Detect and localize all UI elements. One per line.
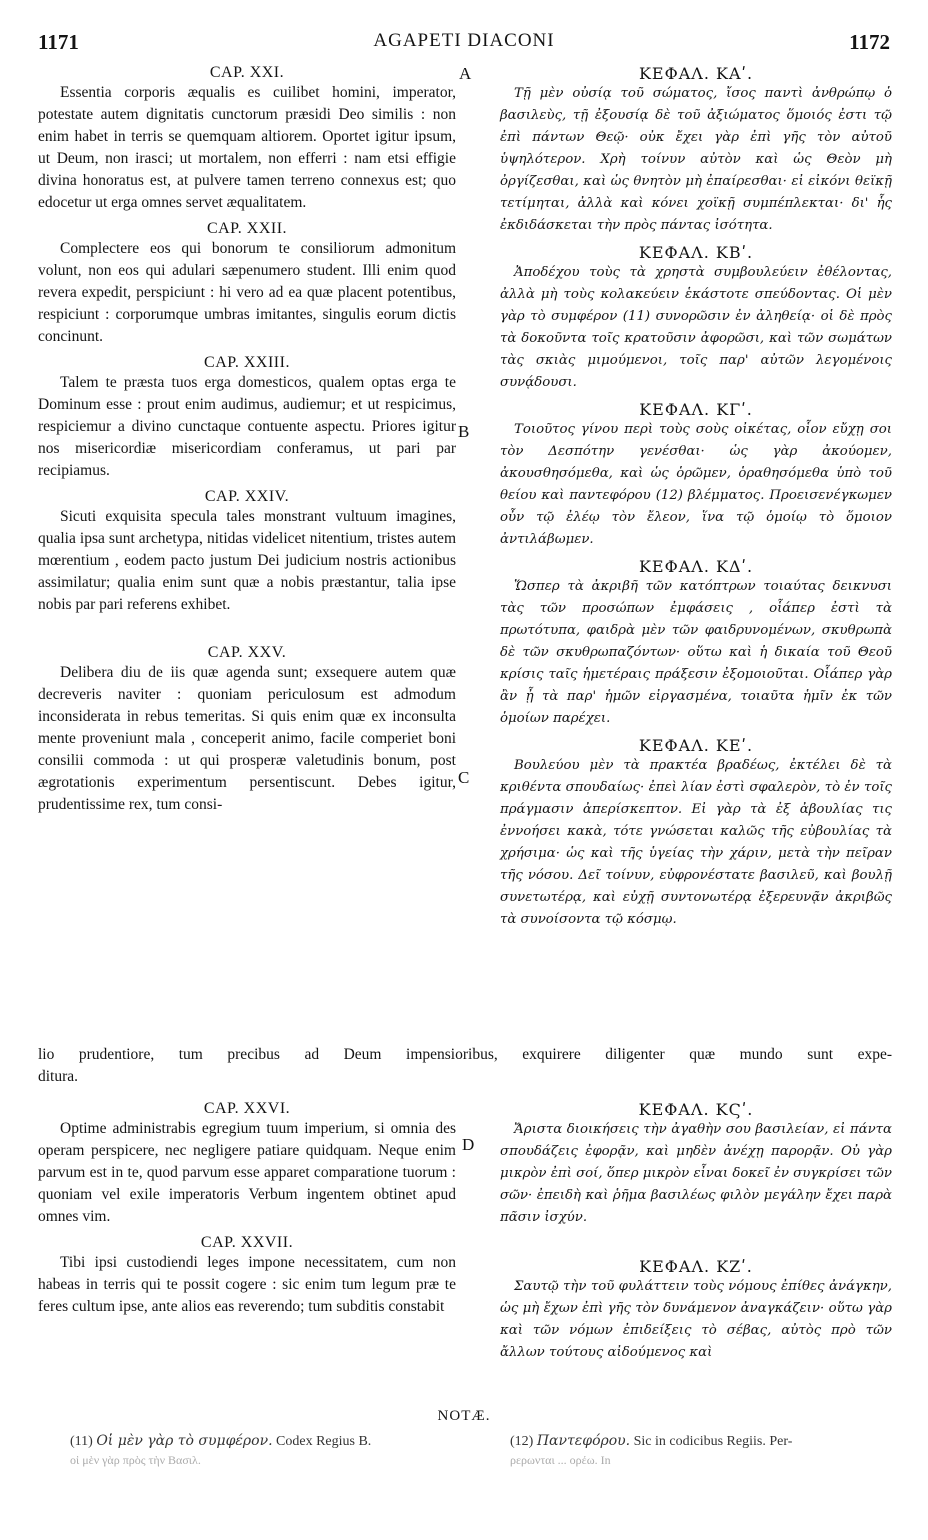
greek-column-top [500,64,892,931]
greek-chapter-25 [500,736,892,931]
chapter-text: Ὥσπερ τὰ ἀκριβῆ τῶν κατόπτρων τοιαύτας δεικνυσι τὰς τῶν προσώπων ἐμφάσεις , οἷάπερ ἐστὶ τὰ πρωτότυπα, φαιδρὰ μὲν τῶν φαιδρυνομένων, σκυθρωπὰ δὲ τῶν σκυθρωπαζόντων· οὕτω καὶ ἡ δικαία τοῦ Θεοῦ κρίσις ταῖς ἡμετέραις πράξεσιν ἐξομοιοῦται. Οἷάπερ γὰρ ἂν ᾖ τὰ παρ' ἡμῶν εἰργασμένα, τοιαῦτα ἡμῖν ἐκ τῶν ὁμοίων παρέχει. [500,579,892,726]
greek-chapter-24 [500,557,892,730]
note-faded-line: οἱ μὲν γὰρ πρὸς τὴν Βασιλ. [70,1453,201,1467]
chapter-text: Delibera diu de iis quæ agenda sunt; exsequere autem quæ decreveris naviter : quoniam periculosum est admodum inconsiderata in rebus temeritas. Si quis enim quæ ex inconsulta mente proveniunt mala , conceperit animo, facile comperiet boni consilii commoda : ut qui prosperæ valetudinis bonum, post ægrotationis experimentum persentiscunt. Debes igitur, prudentissime rex, tum consi- [38,664,456,813]
note-11 [70,1432,470,1469]
note-text: Codex Regius B. [276,1434,372,1449]
chapter-heading: CAP. XXVII. [200,1234,294,1251]
margin-marker-a: A [459,64,472,83]
running-title: AGAPETI DIACONI [373,30,555,51]
latin-chapter-26 [38,1100,456,1228]
margin-marker-c: C [458,768,470,787]
note-ref: (11) [70,1434,93,1449]
note-faded-line: ρερωνται ... ορέω. In [510,1453,611,1467]
note-ref: (12) [510,1434,534,1449]
latin-chapter-25-end [38,1066,892,1088]
chapter-text: Tibi ipsi custodiendi leges impone necessitatem, cum non habeas in terris qui te possit cogere : sic enim tum legum præ te feres cultum ipse, ante alios eas reverendo; tum subditis constabit [38,1254,456,1315]
margin-marker-b: B [458,422,470,441]
chapter-text: Talem te præsta tuos erga domesticos, qualem optas erga te Dominum esse : prout enim audimus, audiemur; et ut respicimus, respiciemur a divino cunctaque contuente aspectu. Priores igitur nos misericordiæ misericordiam conferamus, ut pari par recipiamus. [38,374,456,479]
greek-column-bottom [500,1100,892,1364]
chapter-heading: ΚΕΦΑΛ. ΚΑʹ. [638,64,754,83]
margin-marker-d: D [462,1135,475,1154]
chapter-heading: ΚΕΦΑΛ. ΚϚʹ. [638,1100,754,1119]
chapter-heading: ΚΕΦΑΛ. ΚΓʹ. [639,400,753,419]
page-number-right: 1172 [849,30,890,54]
chapter-heading: CAP. XXIII. [204,354,290,371]
latin-chapter-24 [38,488,456,616]
running-header [38,30,890,64]
note-text: Sic in codicibus Regiis. Per- [633,1434,793,1449]
continuation-end: ditura. [38,1068,79,1085]
chapter-text: Σαυτῷ τὴν τοῦ φυλάττειν τοὺς νόμους ἐπίθες ἀνάγκην, ὡς μὴ ἔχων ἐπὶ γῆς τὸν δυνάμενον ἀναγκάζειν· οὕτω γὰρ καὶ τῶν νόμων ἐπιδείξεις τὸ σέβας, αὐτὸς πρὸ τῶν ἄλλων τούτους αἰδούμενος καὶ [500,1279,892,1360]
greek-chapter-22 [500,243,892,394]
chapter-text: Ἀποδέχου τοὺς τὰ χρηστὰ συμβουλεύειν ἐθέλοντας, ἀλλὰ μὴ τοὺς κολακεύειν ἑκάστοτε σπεύδοντας. Οἱ μὲν γὰρ τὸ συμφέρον (11) συνορῶσιν ἐν ἀληθείᾳ· οἱ δὲ πρὸς τὰ δοκοῦντα τοῖς κρατοῦσιν ἀφορῶσι, καὶ τῶν σωμάτων τὰς σκιὰς μιμούμενοι, τοῖς παρ' αὐτῶν λεγομένοις συνᾴδουσι. [500,265,892,390]
chapter-heading: ΚΕΦΑΛ. ΚΕʹ. [638,736,754,755]
chapter-heading: ΚΕΦΑΛ. ΚΒʹ. [638,243,754,262]
chapter-text: Complectere eos qui bonorum te consiliorum admonitum volunt, non eos qui adulari sæpenumero student. Illi enim quod revera expedit, perspiciunt : hi vero ad ea quæ placent potentibus, respiciunt : corporumque umbras imitantes, singulis eorum dictis concinunt. [38,240,456,345]
page-number-left: 1171 [38,30,79,54]
chapter-heading: CAP. XXIV. [204,488,290,505]
chapter-text: Τῇ μὲν οὐσίᾳ τοῦ σώματος, ἴσος παντὶ ἀνθρώπῳ ὁ βασιλεὺς, τῇ ἐξουσίᾳ δὲ τοῦ ἀξιώματος ὅμοιός ἐστι τῷ ἐπὶ πάντων Θεῷ· οὐκ ἔχει γὰρ ἐπὶ γῆς τὸν αὐτοῦ ὑψηλότερον. Χρὴ τοίνυν αὐτὸν καὶ ὡς Θεὸν μὴ ὀργίζεσθαι, καὶ ὡς θνητὸν μὴ ἐπαίρεσθαι· εἰ εἰκόνι θεϊκῇ τετίμηται, ἀλλὰ καὶ κόνει χοϊκῇ συμπέπλεκται· δι' ἧς ἐκδιδάσκεται τὴν πρὸς πάντας ἰσότητα. [500,86,892,233]
chapter-text: Βουλεύου μὲν τὰ πρακτέα βραδέως, ἐκτέλει δὲ τὰ κριθέντα σπουδαίως· ἐπεὶ λίαν ἐστὶ σφαλερὸν, τὸ ἐν τοῖς πράγμασιν ἀπερίσκεπτον. Εἰ γὰρ τὰ ἐξ ἀβουλίας τις ἐννοήσει κακὰ, τότε γνώσεται καλῶς τῆς εὐβουλίας τὰ χρήσιμα· ὡς καὶ τῆς ὑγείας τὴν χάριν, μετὰ τὴν πεῖραν τῆς νόσου. Δεῖ τοίνυν, εὐφρονέστατε βασιλεῦ, καὶ βουλῇ συνετωτέρᾳ, καὶ εὐχῇ συντονωτέρᾳ ἐξερευνᾷν ἀκριβῶς τὰ συνοίσοντα τῷ κόσμῳ. [500,758,892,927]
chapter-text: Sicuti exquisita specula tales monstrant vultuum imagines, qualia ipsa sunt archetypa, nitidas videlicet nitentium, tristes autem mœrentium , eodem pacto justum Dei judicium nostris actionibus assimilatur; qualia enim sunt quæ a nobis præstantur, talia ipse nobis par pari referens exhibet. [38,508,456,613]
latin-chapter-22 [38,220,456,348]
greek-chapter-27 [500,1257,892,1364]
greek-chapter-21 [500,64,892,237]
chapter-heading: ΚΕΦΑΛ. ΚΖʹ. [639,1257,753,1276]
greek-chapter-23 [500,400,892,551]
chapter-heading: CAP. XXI. [209,64,285,81]
latin-chapter-21 [38,64,456,214]
latin-chapter-25 [38,644,456,816]
latin-column-top [38,64,456,816]
chapter-text: Essentia corporis æqualis es cuilibet homini, imperator, potestate autem dignitatis cunctorum præsidi Deo similis : non enim habet in terris se quemquam altiorem. Oportet igitur ipsum, ut Deum, non irasci; ut mortalem, non efferri : nam etsi effigie divina honoratus est, at pulvere tamen terreno connexus est; quo edocetur ut erga omnes servet æqualitatem. [38,84,456,211]
note-12 [510,1432,900,1469]
note-greek: Παντεφόρου. [536,1433,631,1449]
chapter-heading: ΚΕΦΑΛ. ΚΔʹ. [638,557,754,576]
chapter-text: Ἄριστα διοικήσεις τὴν ἀγαθὴν σου βασιλείαν, εἰ πάντα σπουδάζεις ἐφορᾷν, καὶ μηδὲν ἀνέχῃ παρορᾷν. Οὐ γὰρ μικρὸν ἐπὶ σοί, ὅπερ μικρὸν εἶναι δοκεῖ ἐν συγκρίσει τῶν σῶν· ἐπειδὴ καὶ ῥῆμα βασιλέως φιλὸν μεγάλην ἔχει παρὰ πᾶσιν ἰσχύν. [500,1122,892,1225]
latin-chapter-23 [38,354,456,482]
chapter-heading: CAP. XXVI. [203,1100,291,1117]
chapter-text: Optime administrabis egregium tuum imperium, si omnia des operam perspicere, nec negligere patiare quidquam. Neque enim parvum est in te, quod parvum esse apparet comparatione tuorum : quoniam vel exile imperatoris Verbum ingentem obtinet apud omnes vim. [38,1120,456,1225]
latin-column-bottom [38,1100,456,1318]
continuation-line: lio prudentiore, tum precibus ad Deum impensioribus, exquirere diligenter quæ mundo sunt expe- [38,1046,892,1063]
chapter-heading: CAP. XXII. [206,220,288,237]
chapter-heading: CAP. XXV. [207,644,287,661]
notes-title: NOTÆ. [437,1408,491,1424]
latin-chapter-27 [38,1234,456,1318]
chapter-text: Τοιοῦτος γίνου περὶ τοὺς σοὺς οἰκέτας, οἷον εὔχῃ σοι τὸν Δεσπότην γενέσθαι· ὡς γὰρ ἀκούομεν, ἀκουσθησόμεθα, καὶ ὡς ὁρῶμεν, ὁραθησόμεθα ὑπὸ τοῦ θείου καὶ παντεφόρου (12) βλέμματος. Προεισενέγκωμεν οὖν τῷ ἐλέῳ τὸν ἔλεον, ἵνα τῷ ὁμοίῳ τὸ ὅμοιον ἀντιλάβωμεν. [500,422,892,547]
greek-chapter-26 [500,1100,892,1229]
note-greek: Οἱ μὲν γὰρ τὸ συμφέρον. [96,1433,273,1449]
